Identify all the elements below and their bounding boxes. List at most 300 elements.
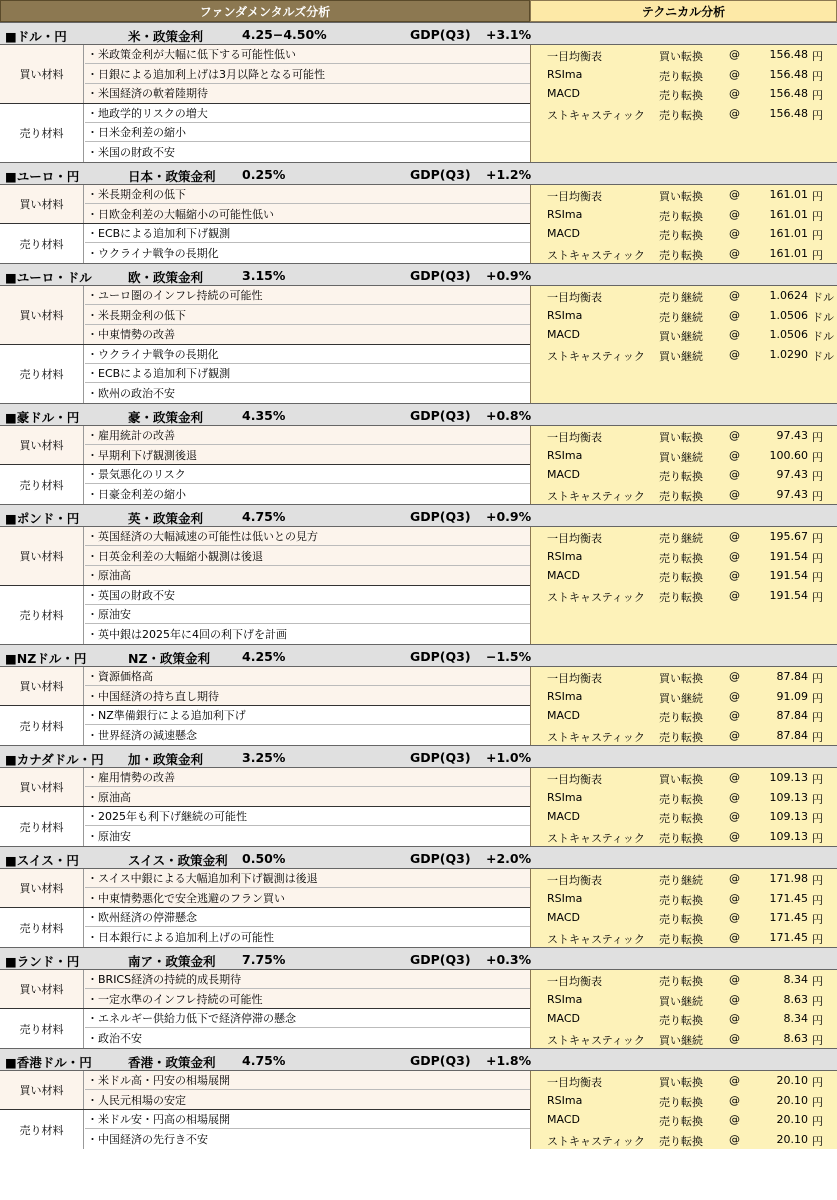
section-title-bar xyxy=(0,745,837,768)
indicator-name: MACD xyxy=(547,569,580,582)
buy-factor-item: ・スイス中銀による大幅追加利下げ観測は後退 xyxy=(85,869,530,888)
fundamentals-panel xyxy=(0,970,530,1048)
price-value: 171.45 xyxy=(769,891,808,905)
technical-row xyxy=(531,527,837,546)
signal: 売り転換 xyxy=(659,831,703,845)
signal: 買い継続 xyxy=(659,330,703,343)
sell-factor-item: ・原油安 xyxy=(87,829,131,843)
signal: 売り転換 xyxy=(659,975,703,988)
sell-factors xyxy=(0,345,530,404)
signal: 買い継続 xyxy=(659,450,703,464)
buy-factor-item: ・雇用統計の改善 xyxy=(85,426,530,445)
at-symbol: @ xyxy=(729,872,740,885)
currency-pair: ■豪ドル・円 xyxy=(5,410,80,425)
indicator-name: ストキャスティック xyxy=(547,349,645,363)
sell-factor-item: ・日米金利差の縮小 xyxy=(85,123,530,142)
at-symbol: @ xyxy=(729,429,740,442)
signal: 売り転換 xyxy=(659,1014,703,1027)
signal: 売り転換 xyxy=(659,812,703,825)
policy-rate-label: 欧・政策金利 xyxy=(128,270,204,285)
currency-pair: ■ポンド・円 xyxy=(5,511,80,526)
technical-row xyxy=(531,45,837,64)
signal: 売り転換 xyxy=(659,730,703,744)
at-symbol: @ xyxy=(729,549,740,563)
gdp-label: GDP(Q3) xyxy=(410,268,471,283)
gdp-value: +1.2% xyxy=(486,167,532,182)
signal: 売り転換 xyxy=(659,1115,703,1128)
section-title-bar xyxy=(0,504,837,527)
gdp-value: +0.9% xyxy=(486,509,532,524)
indicator-name: 一目均衡表 xyxy=(547,773,602,786)
at-symbol: @ xyxy=(729,188,740,201)
policy-rate-value: 4.75% xyxy=(242,509,286,524)
policy-rate-label: 英・政策金利 xyxy=(128,511,204,526)
price-unit: 円 xyxy=(812,711,823,724)
technical-panel xyxy=(530,667,837,745)
fundamentals-panel xyxy=(0,869,530,947)
indicator-name: MACD xyxy=(547,709,580,722)
price-value: 156.48 xyxy=(769,67,808,81)
price-value: 1.0506 xyxy=(769,308,808,322)
technical-panel xyxy=(530,970,837,1048)
policy-rate-value: 3.25% xyxy=(242,750,286,765)
indicator-name: ストキャスティック xyxy=(547,1033,645,1047)
price-value: 156.48 xyxy=(769,87,808,100)
price-unit: 円 xyxy=(812,89,823,102)
indicator-name: ストキャスティック xyxy=(547,1134,645,1148)
price-unit: 円 xyxy=(812,1134,823,1148)
technical-row xyxy=(531,687,837,706)
price-value: 1.0290 xyxy=(769,347,808,361)
sell-factor-item: ・ECBによる追加利下げ観測 xyxy=(85,224,530,243)
sell-label: 売り材料 xyxy=(0,908,84,947)
signal: 買い継続 xyxy=(659,994,703,1008)
sell-label: 売り材料 xyxy=(0,224,84,263)
price-value: 97.43 xyxy=(776,487,808,501)
technical-row xyxy=(531,566,837,585)
policy-rate-value: 4.75% xyxy=(242,1053,286,1068)
technical-row xyxy=(531,1091,837,1110)
sell-label: 売り材料 xyxy=(0,807,84,846)
currency-pair: ■NZドル・円 xyxy=(5,651,87,666)
indicator-name: ストキャスティック xyxy=(547,248,645,262)
sell-factor-item: ・ウクライナ戦争の長期化 xyxy=(87,246,219,260)
signal: 売り転換 xyxy=(659,913,703,926)
price-unit: 円 xyxy=(812,590,823,604)
indicator-name: ストキャスティック xyxy=(547,108,645,122)
section-title-bar xyxy=(0,162,837,185)
at-symbol: @ xyxy=(729,1132,740,1146)
currency-pair: ■ユーロ・ドル xyxy=(5,270,92,285)
sell-label: 売り材料 xyxy=(0,104,84,163)
section-title-bar xyxy=(0,846,837,869)
price-value: 109.13 xyxy=(769,829,808,843)
price-unit: 円 xyxy=(812,874,823,887)
signal: 買い転換 xyxy=(659,1076,703,1089)
signal: 買い転換 xyxy=(659,773,703,786)
currency-section xyxy=(0,1048,837,1149)
signal: 買い継続 xyxy=(659,349,703,363)
price-unit: ドル xyxy=(812,291,834,304)
buy-label: 買い材料 xyxy=(0,768,84,806)
technical-row xyxy=(531,706,837,725)
technical-panel xyxy=(530,426,837,504)
buy-factor-item: ・英国経済の大幅減速の可能性は低いとの見方 xyxy=(85,527,530,546)
currency-pair: ■ユーロ・円 xyxy=(5,169,80,184)
indicator-name: RSIma xyxy=(547,308,583,322)
price-value: 109.13 xyxy=(769,771,808,784)
buy-factor-item: ・米ドル高・円安の相場展開 xyxy=(85,1071,530,1090)
sell-factor-item: ・ECBによる追加利下げ観測 xyxy=(85,364,530,383)
technical-row xyxy=(531,869,837,888)
signal: 売り転換 xyxy=(659,229,703,242)
price-unit: ドル xyxy=(812,349,834,363)
signal: 売り転換 xyxy=(659,69,703,83)
sell-label: 売り材料 xyxy=(0,465,84,504)
technical-row xyxy=(531,768,837,787)
price-value: 191.54 xyxy=(769,549,808,563)
gdp-value: +3.1% xyxy=(486,27,532,42)
price-unit: 円 xyxy=(812,831,823,845)
price-unit: 円 xyxy=(812,470,823,483)
price-value: 1.0506 xyxy=(769,328,808,341)
price-unit: 円 xyxy=(812,108,823,122)
indicator-name: RSIma xyxy=(547,549,583,563)
technical-panel xyxy=(530,768,837,846)
price-unit: 円 xyxy=(812,994,823,1008)
currency-section xyxy=(0,403,837,504)
at-symbol: @ xyxy=(729,207,740,221)
price-unit: 円 xyxy=(812,69,823,83)
technical-row xyxy=(531,827,837,846)
indicator-name: RSIma xyxy=(547,448,583,462)
technical-row xyxy=(531,807,837,826)
technical-row xyxy=(531,325,837,344)
indicator-name: MACD xyxy=(547,1012,580,1025)
signal: 売り転換 xyxy=(659,248,703,262)
policy-rate-label: 南ア・政策金利 xyxy=(128,954,216,969)
price-value: 191.54 xyxy=(769,588,808,602)
fundamentals-panel xyxy=(0,527,530,644)
fundamentals-panel xyxy=(0,667,530,745)
technical-row xyxy=(531,465,837,484)
sell-factor-item: ・2025年も利下げ継続の可能性 xyxy=(85,807,530,826)
technical-panel xyxy=(530,286,837,403)
buy-factor-item: ・原油高 xyxy=(87,790,131,804)
at-symbol: @ xyxy=(729,911,740,924)
signal: 売り転換 xyxy=(659,932,703,946)
signal: 買い転換 xyxy=(659,431,703,444)
signal: 売り転換 xyxy=(659,792,703,806)
buy-label: 買い材料 xyxy=(0,1071,84,1109)
at-symbol: @ xyxy=(729,468,740,481)
fundamentals-panel xyxy=(0,286,530,403)
indicator-name: RSIma xyxy=(547,689,583,703)
signal: 売り継続 xyxy=(659,291,703,304)
technical-row xyxy=(531,345,837,364)
price-value: 87.84 xyxy=(776,670,808,683)
currency-section xyxy=(0,22,837,162)
signal: 売り転換 xyxy=(659,1134,703,1148)
technical-row xyxy=(531,667,837,686)
sell-label: 売り材料 xyxy=(0,1110,84,1149)
sell-factor-item: ・日本銀行による追加利上げの可能性 xyxy=(87,930,274,944)
signal: 売り転換 xyxy=(659,711,703,724)
at-symbol: @ xyxy=(729,930,740,944)
indicator-name: RSIma xyxy=(547,1093,583,1107)
price-unit: 円 xyxy=(812,190,823,203)
technical-row xyxy=(531,224,837,243)
currency-pair: ■ドル・円 xyxy=(5,29,67,44)
at-symbol: @ xyxy=(729,328,740,341)
buy-factors xyxy=(0,970,530,1009)
technical-row xyxy=(531,928,837,947)
technical-row xyxy=(531,1110,837,1129)
at-symbol: @ xyxy=(729,308,740,322)
price-unit: 円 xyxy=(812,812,823,825)
policy-rate-label: 豪・政策金利 xyxy=(128,410,204,425)
sell-factor-item: ・欧州の政治不安 xyxy=(87,386,175,400)
at-symbol: @ xyxy=(729,709,740,722)
price-value: 161.01 xyxy=(769,227,808,240)
sell-factors xyxy=(0,706,530,745)
price-value: 8.63 xyxy=(783,992,808,1006)
price-unit: 円 xyxy=(812,571,823,584)
indicator-name: MACD xyxy=(547,227,580,240)
gdp-value: −1.5% xyxy=(486,649,532,664)
price-unit: 円 xyxy=(812,450,823,464)
gdp-value: +0.8% xyxy=(486,408,532,423)
buy-factor-item: ・ユーロ圏のインフレ持続の可能性 xyxy=(85,286,530,305)
buy-factor-item: ・中国経済の持ち直し期待 xyxy=(87,689,219,703)
price-unit: 円 xyxy=(812,431,823,444)
buy-factor-item: ・人民元相場の安定 xyxy=(87,1093,186,1107)
technical-row xyxy=(531,104,837,123)
signal: 売り転換 xyxy=(659,590,703,604)
sell-factor-item: ・英国の財政不安 xyxy=(85,586,530,605)
signal: 売り転換 xyxy=(659,108,703,122)
price-value: 161.01 xyxy=(769,246,808,260)
buy-factor-item: ・BRICS経済の持続的成長期待 xyxy=(85,970,530,989)
technical-header: テクニカル分析 xyxy=(530,0,837,22)
price-unit: 円 xyxy=(812,209,823,223)
sell-factor-item: ・世界経済の減速懸念 xyxy=(87,728,197,742)
sell-factors xyxy=(0,104,530,163)
at-symbol: @ xyxy=(729,289,740,302)
technical-row xyxy=(531,889,837,908)
indicator-name: 一目均衡表 xyxy=(547,1076,602,1089)
price-value: 8.34 xyxy=(783,1012,808,1025)
price-value: 156.48 xyxy=(769,106,808,120)
gdp-label: GDP(Q3) xyxy=(410,167,471,182)
price-value: 8.34 xyxy=(783,973,808,986)
technical-panel xyxy=(530,527,837,644)
price-unit: 円 xyxy=(812,248,823,262)
policy-rate-value: 7.75% xyxy=(242,952,286,967)
gdp-value: +0.3% xyxy=(486,952,532,967)
price-value: 8.63 xyxy=(783,1031,808,1045)
sell-factors xyxy=(0,224,530,263)
signal: 売り継続 xyxy=(659,874,703,887)
price-value: 1.0624 xyxy=(769,289,808,302)
indicator-name: RSIma xyxy=(547,891,583,905)
at-symbol: @ xyxy=(729,771,740,784)
currency-section xyxy=(0,745,837,846)
buy-label: 買い材料 xyxy=(0,426,84,464)
gdp-label: GDP(Q3) xyxy=(410,1053,471,1068)
price-value: 161.01 xyxy=(769,207,808,221)
buy-factors xyxy=(0,426,530,465)
fundamentals-panel xyxy=(0,1071,530,1149)
technical-row xyxy=(531,485,837,504)
buy-factor-item: ・米政策金利が大幅に低下する可能性低い xyxy=(85,45,530,64)
indicator-name: RSIma xyxy=(547,992,583,1006)
technical-row xyxy=(531,1071,837,1090)
fundamentals-panel xyxy=(0,185,530,263)
sell-factor-item: ・米ドル安・円高の相場展開 xyxy=(85,1110,530,1129)
price-value: 156.48 xyxy=(769,48,808,61)
signal: 買い転換 xyxy=(659,672,703,685)
sell-factor-item: ・景気悪化のリスク xyxy=(85,465,530,484)
policy-rate-label: 日本・政策金利 xyxy=(128,169,216,184)
gdp-value: +1.0% xyxy=(486,750,532,765)
policy-rate-value: 4.35% xyxy=(242,408,286,423)
gdp-label: GDP(Q3) xyxy=(410,851,471,866)
buy-label: 買い材料 xyxy=(0,45,84,103)
technical-row xyxy=(531,65,837,84)
price-value: 20.10 xyxy=(776,1074,808,1087)
policy-rate-label: 香港・政策金利 xyxy=(128,1055,216,1070)
price-value: 171.45 xyxy=(769,911,808,924)
policy-rate-label: NZ・政策金利 xyxy=(128,651,211,666)
buy-factors xyxy=(0,869,530,908)
indicator-name: MACD xyxy=(547,1113,580,1126)
buy-factor-item: ・米長期金利の低下 xyxy=(85,185,530,204)
sell-factors xyxy=(0,807,530,846)
policy-rate-label: 米・政策金利 xyxy=(128,29,204,44)
section-title-bar xyxy=(0,1048,837,1071)
technical-panel xyxy=(530,869,837,947)
sell-factor-item: ・日豪金利差の縮小 xyxy=(87,487,186,501)
buy-factors xyxy=(0,185,530,224)
sell-factors xyxy=(0,586,530,645)
price-unit: 円 xyxy=(812,932,823,946)
sell-factor-item: ・NZ準備銀行による追加利下げ xyxy=(85,706,530,725)
signal: 売り転換 xyxy=(659,209,703,223)
buy-label: 買い材料 xyxy=(0,970,84,1008)
sell-factor-item: ・米国の財政不安 xyxy=(87,145,175,159)
at-symbol: @ xyxy=(729,790,740,804)
price-value: 97.43 xyxy=(776,429,808,442)
currency-pair: ■スイス・円 xyxy=(5,853,79,868)
buy-factor-item: ・中東情勢の改善 xyxy=(87,328,175,341)
gdp-label: GDP(Q3) xyxy=(410,27,471,42)
gdp-value: +2.0% xyxy=(486,851,532,866)
price-unit: 円 xyxy=(812,1033,823,1047)
buy-factor-item: ・雇用情勢の改善 xyxy=(85,768,530,787)
gdp-label: GDP(Q3) xyxy=(410,509,471,524)
fundamentals-panel xyxy=(0,768,530,846)
buy-label: 買い材料 xyxy=(0,667,84,705)
price-unit: ドル xyxy=(812,310,834,324)
currency-section xyxy=(0,846,837,947)
sell-factor-item: ・英中銀は2025年に4回の利下げを計画 xyxy=(87,627,287,641)
policy-rate-label: 加・政策金利 xyxy=(128,752,204,767)
price-unit: 円 xyxy=(812,913,823,926)
price-value: 109.13 xyxy=(769,790,808,804)
price-value: 191.54 xyxy=(769,569,808,582)
indicator-name: MACD xyxy=(547,328,580,341)
gdp-value: +1.8% xyxy=(486,1053,532,1068)
at-symbol: @ xyxy=(729,1074,740,1087)
technical-row xyxy=(531,286,837,305)
technical-row xyxy=(531,1029,837,1048)
signal: 売り転換 xyxy=(659,571,703,584)
policy-rate-label: スイス・政策金利 xyxy=(128,853,228,868)
sell-label: 売り材料 xyxy=(0,586,84,645)
sell-factor-item: ・原油安 xyxy=(85,605,530,624)
technical-row xyxy=(531,244,837,263)
at-symbol: @ xyxy=(729,810,740,823)
technical-row xyxy=(531,788,837,807)
price-value: 20.10 xyxy=(776,1132,808,1146)
price-unit: 円 xyxy=(812,975,823,988)
technical-row xyxy=(531,908,837,927)
buy-label: 買い材料 xyxy=(0,286,84,344)
technical-row xyxy=(531,1130,837,1149)
sell-factors xyxy=(0,1009,530,1048)
price-value: 195.67 xyxy=(769,530,808,543)
signal: 売り転換 xyxy=(659,89,703,102)
section-title-bar xyxy=(0,644,837,667)
currency-section xyxy=(0,947,837,1048)
technical-row xyxy=(531,426,837,445)
at-symbol: @ xyxy=(729,87,740,100)
sell-factor-item: ・ウクライナ戦争の長期化 xyxy=(85,345,530,364)
gdp-label: GDP(Q3) xyxy=(410,649,471,664)
technical-row xyxy=(531,726,837,745)
buy-factors xyxy=(0,45,530,104)
technical-row xyxy=(531,446,837,465)
technical-row xyxy=(531,970,837,989)
sell-factor-item: ・中国経済の先行き不安 xyxy=(87,1132,208,1146)
price-value: 171.98 xyxy=(769,872,808,885)
indicator-name: 一目均衡表 xyxy=(547,190,602,203)
at-symbol: @ xyxy=(729,487,740,501)
buy-factors xyxy=(0,286,530,345)
buy-factor-item: ・米長期金利の低下 xyxy=(85,306,530,325)
price-value: 109.13 xyxy=(769,810,808,823)
technical-panel xyxy=(530,1071,837,1149)
price-unit: 円 xyxy=(812,792,823,806)
buy-label: 買い材料 xyxy=(0,869,84,907)
price-unit: 円 xyxy=(812,532,823,545)
technical-row xyxy=(531,1009,837,1028)
price-value: 161.01 xyxy=(769,188,808,201)
currency-pair: ■香港ドル・円 xyxy=(5,1055,92,1070)
section-title-bar xyxy=(0,947,837,970)
indicator-name: MACD xyxy=(547,911,580,924)
at-symbol: @ xyxy=(729,48,740,61)
price-value: 100.60 xyxy=(769,448,808,462)
sell-factors xyxy=(0,908,530,947)
technical-row xyxy=(531,586,837,605)
price-unit: 円 xyxy=(812,773,823,786)
technical-row xyxy=(531,205,837,224)
price-unit: 円 xyxy=(812,1076,823,1089)
sell-factor-item: ・政治不安 xyxy=(87,1031,142,1045)
indicator-name: 一目均衡表 xyxy=(547,50,602,63)
